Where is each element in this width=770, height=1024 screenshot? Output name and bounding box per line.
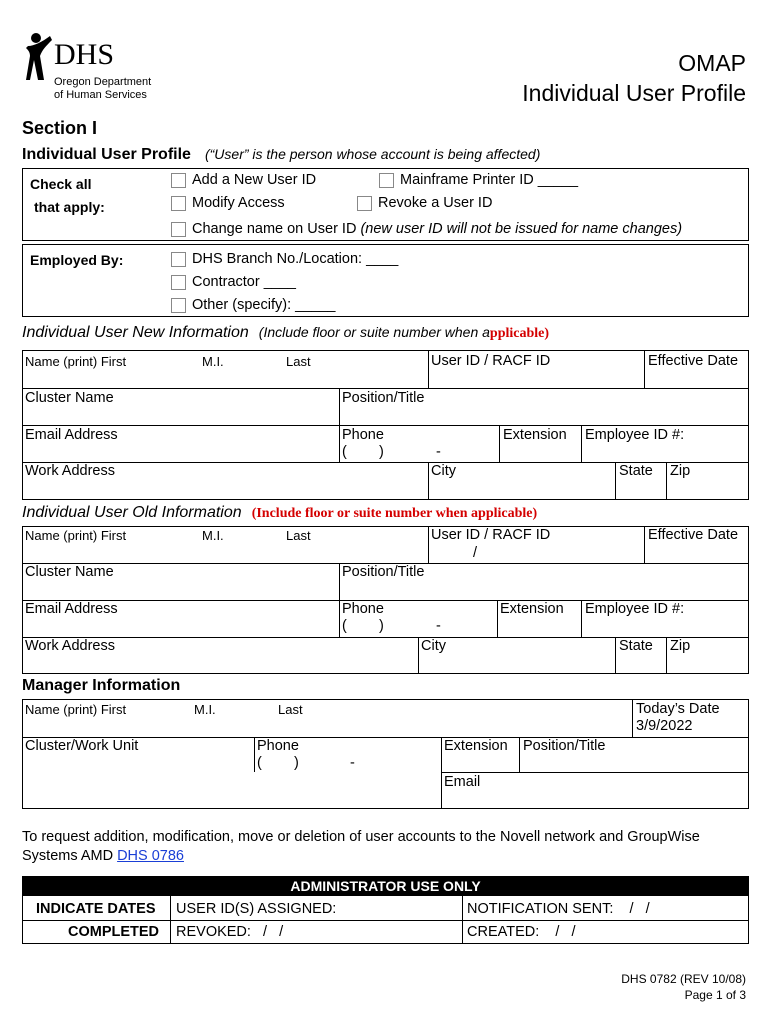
change-name-note: (new user ID will not be issued for name changes) bbox=[360, 221, 683, 237]
new-info-heading: Individual User New Information bbox=[22, 324, 249, 341]
manager-last-label: Last bbox=[278, 702, 303, 717]
revoke-user-id-label: Revoke a User ID bbox=[378, 195, 493, 211]
new-last-label: Last bbox=[286, 354, 311, 369]
old-phone-paren: ( ) bbox=[342, 618, 384, 634]
form-title bbox=[522, 48, 746, 108]
profile-heading-row bbox=[22, 146, 540, 164]
old-position-label: Position/Title bbox=[342, 564, 425, 580]
old-user-id-slash: / bbox=[473, 545, 478, 561]
footer bbox=[621, 971, 746, 1003]
modify-access-checkbox[interactable] bbox=[171, 196, 186, 211]
new-info-note-1: (Include floor or suite number when a bbox=[258, 324, 490, 340]
old-work-address-label: Work Address bbox=[25, 638, 115, 654]
new-email-label: Email Address bbox=[25, 427, 118, 443]
new-info-heading-row bbox=[22, 324, 549, 342]
logo-org-line1: Oregon Department bbox=[54, 76, 152, 88]
admin-header-bar bbox=[22, 876, 749, 896]
title-line1: OMAP bbox=[678, 50, 746, 76]
old-effective-date-label: Effective Date bbox=[648, 527, 739, 543]
add-user-id-checkbox[interactable] bbox=[171, 173, 186, 188]
todays-date-label: Today’s Date bbox=[636, 701, 720, 717]
manager-cluster-label: Cluster/Work Unit bbox=[25, 738, 139, 754]
old-phone-dash: - bbox=[436, 618, 441, 634]
new-user-id-label: User ID / RACF ID bbox=[431, 353, 551, 369]
new-phone-label: Phone bbox=[342, 427, 384, 443]
revoke-user-id-checkbox[interactable] bbox=[357, 196, 372, 211]
logo-org-line2: of Human Services bbox=[54, 89, 147, 101]
new-phone-paren: ( ) bbox=[342, 444, 384, 460]
manager-phone-label: Phone bbox=[257, 738, 299, 754]
dhs-checkbox[interactable] bbox=[171, 252, 186, 267]
manager-name-label: Name (print) First bbox=[25, 702, 127, 717]
title-line2: Individual User Profile bbox=[522, 80, 746, 106]
new-state-label: State bbox=[619, 463, 653, 479]
change-name-row bbox=[192, 221, 682, 237]
profile-note: (“User” is the person whose account is being affected) bbox=[204, 146, 541, 162]
indicate-dates-label: INDICATE DATES bbox=[36, 901, 156, 917]
manager-email-label: Email bbox=[444, 774, 481, 790]
old-phone-label: Phone bbox=[342, 601, 384, 617]
old-mi-label: M.I. bbox=[202, 528, 224, 543]
manager-extension-label: Extension bbox=[444, 738, 508, 754]
request-note-line2 bbox=[22, 848, 184, 864]
manager-position-label: Position/Title bbox=[523, 738, 606, 754]
completed-label: COMPLETED bbox=[68, 924, 160, 940]
manager-heading: Manager Information bbox=[22, 677, 181, 694]
new-extension-label: Extension bbox=[503, 427, 567, 443]
new-employee-id-label: Employee ID #: bbox=[585, 427, 685, 443]
manager-phone-dash: - bbox=[350, 755, 355, 771]
contractor-label: Contractor ____ bbox=[192, 274, 296, 290]
revoked-label: REVOKED: / / bbox=[176, 924, 284, 940]
new-city-label: City bbox=[431, 463, 456, 479]
change-name-label: Change name on User ID bbox=[192, 221, 357, 237]
new-info-note-2: pplicable) bbox=[489, 326, 550, 341]
logo-text: DHS bbox=[54, 38, 115, 71]
employed-by-label: Employed By: bbox=[30, 252, 124, 268]
new-phone-dash: - bbox=[436, 444, 441, 460]
old-user-id-label: User ID / RACF ID bbox=[431, 527, 551, 543]
other-specify-label: Other (specify): _____ bbox=[192, 297, 336, 313]
created-label: CREATED: / / bbox=[467, 924, 576, 940]
new-name-label: Name (print) First bbox=[25, 354, 127, 369]
new-effective-date-label: Effective Date bbox=[648, 353, 739, 369]
other-checkbox[interactable] bbox=[171, 298, 186, 313]
mainframe-printer-label: Mainframe Printer ID _____ bbox=[400, 172, 579, 188]
section-title: Section I bbox=[22, 118, 98, 138]
new-work-address-label: Work Address bbox=[25, 463, 115, 479]
admin-header-text: ADMINISTRATOR USE ONLY bbox=[290, 878, 481, 894]
old-info-heading: Individual User Old Information bbox=[22, 504, 242, 521]
new-mi-label: M.I. bbox=[202, 354, 224, 369]
request-note-line1: To request addition, modification, move or deletion of user accounts to the Novell network and GroupWise bbox=[22, 829, 700, 845]
old-city-label: City bbox=[421, 638, 446, 654]
change-name-checkbox[interactable] bbox=[171, 222, 186, 237]
old-info-heading-row bbox=[22, 504, 537, 522]
check-all-label-1: Check all bbox=[30, 176, 92, 192]
dhs-logo bbox=[24, 32, 164, 104]
new-position-label: Position/Title bbox=[342, 390, 425, 406]
user-ids-assigned-label: USER ID(S) ASSIGNED: bbox=[176, 901, 337, 917]
old-email-label: Email Address bbox=[25, 601, 118, 617]
manager-phone-paren: ( ) bbox=[257, 755, 299, 771]
old-name-label: Name (print) First bbox=[25, 528, 127, 543]
request-note-prefix: Systems AMD bbox=[22, 848, 118, 864]
manager-mi-label: M.I. bbox=[194, 702, 216, 717]
dhs-0786-link[interactable]: DHS 0786 bbox=[117, 848, 184, 864]
notification-sent-label: NOTIFICATION SENT: / / bbox=[467, 901, 650, 917]
check-all-label-2: that apply: bbox=[34, 199, 105, 215]
old-zip-label: Zip bbox=[670, 638, 691, 654]
old-info-note: (Include floor or suite number when applicable) bbox=[251, 506, 538, 521]
mainframe-printer-checkbox[interactable] bbox=[379, 173, 394, 188]
dhs-branch-label: DHS Branch No./Location: ____ bbox=[192, 251, 399, 267]
old-state-label: State bbox=[619, 638, 653, 654]
old-extension-label: Extension bbox=[500, 601, 564, 617]
new-zip-label: Zip bbox=[670, 463, 691, 479]
page-number: Page 1 of 3 bbox=[684, 988, 746, 1002]
old-cluster-label: Cluster Name bbox=[25, 564, 114, 580]
modify-access-label: Modify Access bbox=[192, 195, 285, 211]
contractor-checkbox[interactable] bbox=[171, 275, 186, 290]
form-number: DHS 0782 (REV 10/08) bbox=[621, 972, 746, 986]
profile-heading: Individual User Profile bbox=[22, 146, 191, 163]
todays-date-value: 3/9/2022 bbox=[636, 718, 693, 734]
old-last-label: Last bbox=[286, 528, 311, 543]
add-user-id-label: Add a New User ID bbox=[192, 172, 317, 188]
old-employee-id-label: Employee ID #: bbox=[585, 601, 685, 617]
new-cluster-label: Cluster Name bbox=[25, 390, 114, 406]
